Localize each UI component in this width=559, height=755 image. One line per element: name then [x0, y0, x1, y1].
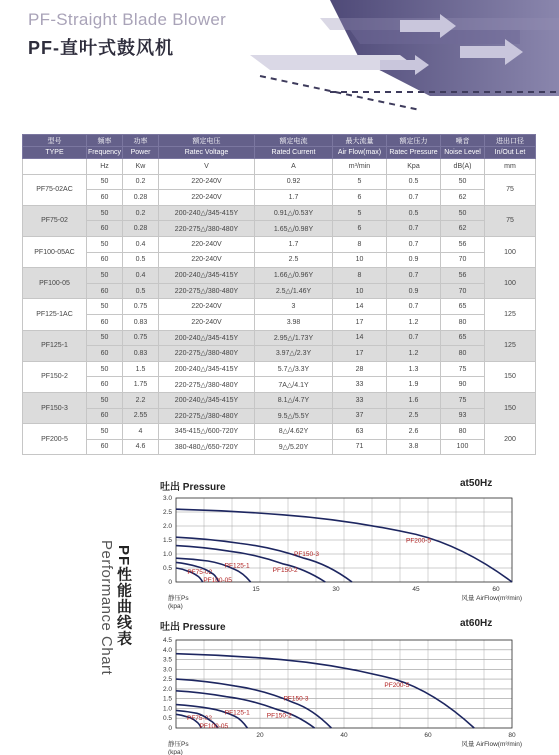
- table-cell: 62: [441, 190, 485, 206]
- table-cell: 62: [441, 221, 485, 237]
- series-line: [176, 654, 474, 731]
- table-row: [23, 299, 536, 315]
- table-cell: 2.2: [123, 392, 159, 408]
- table-row: [23, 221, 536, 237]
- port-cell: 150: [485, 361, 536, 392]
- table-cell: 3.8: [387, 439, 441, 455]
- table-cell: 0.5: [387, 174, 441, 190]
- chart-title: 吐出 Pressure: [160, 622, 226, 633]
- table-cell: 50: [87, 299, 123, 315]
- table-cell: 380-480△/650-720Y: [159, 439, 255, 455]
- table-header-cell: dB(A): [441, 159, 485, 175]
- table-cell: 0.7: [387, 221, 441, 237]
- table-header-cell: 噪音: [441, 135, 485, 147]
- table-header-cell: 额定电流: [255, 135, 333, 147]
- series-label: PF75-02: [187, 568, 213, 576]
- table-cell: 60: [87, 408, 123, 424]
- table-cell: 80: [441, 424, 485, 440]
- table-cell: 9△/5.20Y: [255, 439, 333, 455]
- table-cell: 14: [333, 330, 387, 346]
- table-cell: 5.7△/3.3Y: [255, 361, 333, 377]
- table-header-cell: Rated Current: [255, 147, 333, 159]
- table-cell: 2.6: [387, 424, 441, 440]
- y-tick-label: 2.0: [162, 523, 172, 530]
- series-label: PF100-05: [199, 723, 229, 731]
- y-tick-label: 4.5: [162, 637, 172, 644]
- port-cell: 75: [485, 205, 536, 236]
- y-tick-label: 4.0: [162, 646, 172, 654]
- table-cell: 3.97△/2.3Y: [255, 346, 333, 362]
- y-axis-label: 静压Ps: [168, 741, 189, 748]
- table-cell: 4: [123, 424, 159, 440]
- table-cell: 200-240△/345-415Y: [159, 268, 255, 284]
- table-cell: 220-275△/380-480Y: [159, 377, 255, 393]
- y-axis-label: (kpa): [168, 603, 183, 610]
- table-cell: 220-275△/380-480Y: [159, 283, 255, 299]
- table-cell: 65: [441, 299, 485, 315]
- table-cell: 220-240V: [159, 314, 255, 330]
- x-tick-label: 40: [340, 732, 348, 739]
- chart-plot: [140, 476, 550, 614]
- model-cell: PF150-3: [23, 392, 87, 423]
- series-label: PF125-1: [224, 562, 250, 570]
- table-cell: 60: [87, 283, 123, 299]
- x-tick-label: 80: [508, 732, 516, 739]
- table-cell: 0.7: [387, 268, 441, 284]
- series-label: PF150-3: [294, 551, 319, 559]
- table-header-cell: 最大流量: [333, 135, 387, 147]
- table-cell: 65: [441, 330, 485, 346]
- y-tick-label: 0.5: [162, 715, 172, 723]
- table-cell: 345-415△/600-720Y: [159, 424, 255, 440]
- model-cell: PF125-1: [23, 330, 87, 361]
- table-row: [23, 361, 536, 377]
- table-cell: 5: [333, 174, 387, 190]
- series-label: PF150-3: [283, 695, 309, 703]
- y-tick-label: 1.5: [162, 537, 172, 544]
- table-row: [23, 174, 536, 190]
- y-tick-label: 1.0: [162, 705, 172, 713]
- table-cell: 0.28: [123, 190, 159, 206]
- y-tick-label: 1.5: [162, 695, 172, 703]
- series-label: PF125-1: [224, 709, 250, 717]
- table-cell: 0.4: [123, 268, 159, 284]
- series-label: PF200-5: [384, 682, 410, 690]
- x-tick-label: 20: [256, 732, 264, 739]
- table-header-cell: Noise Level: [441, 147, 485, 159]
- chart-plot: [140, 616, 550, 755]
- table-header-cell: 频率: [87, 135, 123, 147]
- y-tick-label: 3.0: [162, 666, 172, 674]
- table-header-cell: A: [255, 159, 333, 175]
- table-cell: 75: [441, 392, 485, 408]
- chart-frequency: at60Hz: [460, 618, 493, 629]
- table-cell: 0.9: [387, 283, 441, 299]
- x-tick-label: 60: [424, 732, 432, 739]
- table-cell: 50: [87, 205, 123, 221]
- model-cell: PF100-05AC: [23, 236, 87, 267]
- x-tick-label: 15: [252, 586, 260, 593]
- table-cell: 220-275△/380-480Y: [159, 346, 255, 362]
- port-cell: 125: [485, 299, 536, 330]
- x-tick-label: 45: [412, 586, 420, 593]
- table-header-cell: Hz: [87, 159, 123, 175]
- title-english: PF-Straight Blade Blower: [28, 10, 227, 29]
- y-tick-label: 2.5: [162, 509, 172, 516]
- y-axis-label: 静压Ps: [168, 595, 189, 602]
- table-cell: 2.95△/1.73Y: [255, 330, 333, 346]
- port-cell: 150: [485, 392, 536, 423]
- table-cell: 7A△/4.1Y: [255, 377, 333, 393]
- chart-title: 吐出 Pressure: [160, 482, 226, 493]
- table-cell: 56: [441, 236, 485, 252]
- table-cell: 50: [87, 330, 123, 346]
- table-cell: 220-240V: [159, 299, 255, 315]
- table-cell: 50: [87, 361, 123, 377]
- table-row: [23, 392, 536, 408]
- table-cell: 220-240V: [159, 236, 255, 252]
- series-label: PF150-2: [272, 566, 298, 574]
- table-cell: 33: [333, 377, 387, 393]
- table-cell: 8.1△/4.7Y: [255, 392, 333, 408]
- table-row: [23, 205, 536, 221]
- table-cell: 80: [441, 346, 485, 362]
- table-cell: 3: [255, 299, 333, 315]
- table-cell: 1.65△/0.98Y: [255, 221, 333, 237]
- table-cell: 6: [333, 190, 387, 206]
- table-cell: 220-240V: [159, 174, 255, 190]
- table-cell: 1.3: [387, 361, 441, 377]
- title-chinese: PF-直叶式鼓风机: [28, 38, 174, 58]
- table-cell: 0.7: [387, 299, 441, 315]
- table-row: [23, 408, 536, 424]
- table-cell: 0.7: [387, 330, 441, 346]
- table-header-cell: 进出口径: [485, 135, 536, 147]
- table-cell: 1.6: [387, 392, 441, 408]
- table-cell: 37: [333, 408, 387, 424]
- y-tick-label: 3.5: [162, 656, 172, 664]
- table-cell: 17: [333, 314, 387, 330]
- table-cell: 2.5: [387, 408, 441, 424]
- chart-50hz: [140, 476, 550, 614]
- table-cell: 60: [87, 190, 123, 206]
- table-cell: 0.28: [123, 221, 159, 237]
- chart-60hz: [140, 616, 550, 755]
- model-cell: PF75-02: [23, 205, 87, 236]
- table-cell: 0.75: [123, 330, 159, 346]
- table-cell: 200-240△/345-415Y: [159, 330, 255, 346]
- table-header-cell: Kpa: [387, 159, 441, 175]
- x-tick-label: 60: [492, 586, 500, 593]
- y-tick-label: 0.5: [162, 565, 172, 572]
- table-cell: 2.5△/1.46Y: [255, 283, 333, 299]
- table-cell: 70: [441, 283, 485, 299]
- table-cell: 60: [87, 314, 123, 330]
- table-cell: 1.2: [387, 314, 441, 330]
- y-tick-label: 2.0: [162, 685, 172, 693]
- model-cell: PF125-1AC: [23, 299, 87, 330]
- table-cell: 28: [333, 361, 387, 377]
- table-cell: 17: [333, 346, 387, 362]
- table-cell: 8: [333, 236, 387, 252]
- header-banner: [0, 0, 559, 108]
- table-cell: 1.5: [123, 361, 159, 377]
- table-cell: 220-275△/380-480Y: [159, 408, 255, 424]
- table-cell: 0.2: [123, 174, 159, 190]
- table-cell: 50: [87, 174, 123, 190]
- table-header-cell: 功率: [123, 135, 159, 147]
- table-cell: 0.83: [123, 346, 159, 362]
- table-cell: 6: [333, 221, 387, 237]
- series-label: PF75-02: [187, 715, 212, 723]
- port-cell: 75: [485, 174, 536, 205]
- table-header-cell: V: [159, 159, 255, 175]
- table-row: [23, 252, 536, 268]
- table-cell: 0.5: [123, 252, 159, 268]
- table-header-cell: [23, 159, 87, 175]
- table-cell: 10: [333, 283, 387, 299]
- table-cell: 60: [87, 439, 123, 455]
- table-cell: 93: [441, 408, 485, 424]
- table-cell: 0.7: [387, 190, 441, 206]
- series-label: PF150-2: [266, 712, 292, 720]
- table-row: [23, 346, 536, 362]
- table-cell: 1.66△/0.96Y: [255, 268, 333, 284]
- table-cell: 0.83: [123, 314, 159, 330]
- table-cell: 60: [87, 252, 123, 268]
- table-cell: 100: [441, 439, 485, 455]
- table-cell: 0.7: [387, 236, 441, 252]
- table-header-cell: Kw: [123, 159, 159, 175]
- table-cell: 200-240△/345-415Y: [159, 205, 255, 221]
- table-header-cell: mm: [485, 159, 536, 175]
- table-cell: 50: [87, 268, 123, 284]
- table-cell: 56: [441, 268, 485, 284]
- table-cell: 8△/4.62Y: [255, 424, 333, 440]
- table-cell: 5: [333, 205, 387, 221]
- performance-chart-title-en: Performance Chart: [98, 540, 115, 676]
- table-cell: 63: [333, 424, 387, 440]
- table-cell: 1.2: [387, 346, 441, 362]
- table-cell: 220-240V: [159, 252, 255, 268]
- y-tick-label: 0: [168, 579, 172, 586]
- table-header-cell: 额定压力: [387, 135, 441, 147]
- table-row: [23, 190, 536, 206]
- table-header-cell: TYPE: [23, 147, 87, 159]
- table-cell: 8: [333, 268, 387, 284]
- table-cell: 71: [333, 439, 387, 455]
- table-header-cell: In/Out Let: [485, 147, 536, 159]
- table-cell: 2.5: [255, 252, 333, 268]
- table-cell: 50: [441, 205, 485, 221]
- port-cell: 200: [485, 424, 536, 455]
- table-row: [23, 377, 536, 393]
- table-header-cell: Air Flow(max): [333, 147, 387, 159]
- table-cell: 0.91△/0.53Y: [255, 205, 333, 221]
- table-cell: 1.7: [255, 190, 333, 206]
- table-header-row: [23, 147, 536, 159]
- performance-chart-title-cn: PF性能曲线表: [115, 545, 132, 647]
- model-cell: PF150-2: [23, 361, 87, 392]
- table-cell: 0.92: [255, 174, 333, 190]
- table-cell: 80: [441, 314, 485, 330]
- table-cell: 14: [333, 299, 387, 315]
- table-cell: 10: [333, 252, 387, 268]
- table-cell: 50: [87, 236, 123, 252]
- x-axis-label: 风量 AirFlow(m³/min): [461, 595, 522, 602]
- table-cell: 1.9: [387, 377, 441, 393]
- table-cell: 3.98: [255, 314, 333, 330]
- table-cell: 60: [87, 346, 123, 362]
- table-cell: 75: [441, 361, 485, 377]
- table-cell: 1.7: [255, 236, 333, 252]
- table-header-cell: 型号: [23, 135, 87, 147]
- table-row: [23, 236, 536, 252]
- table-cell: 4.6: [123, 439, 159, 455]
- table-row: [23, 283, 536, 299]
- table-row: [23, 439, 536, 455]
- y-tick-label: 0: [168, 725, 172, 732]
- model-cell: PF75-02AC: [23, 174, 87, 205]
- y-tick-label: 3.0: [162, 495, 172, 502]
- series-label: PF100-05: [203, 577, 232, 585]
- table-row: [23, 268, 536, 284]
- table-cell: 0.4: [123, 236, 159, 252]
- table-cell: 0.2: [123, 205, 159, 221]
- table-cell: 9.5△/5.5Y: [255, 408, 333, 424]
- table-cell: 0.5: [387, 205, 441, 221]
- table-cell: 33: [333, 392, 387, 408]
- table-header-cell: Power: [123, 147, 159, 159]
- series-label: PF200-5: [406, 537, 431, 545]
- y-tick-label: 2.5: [162, 676, 172, 684]
- table-cell: 200-240△/345-415Y: [159, 361, 255, 377]
- model-cell: PF100-05: [23, 268, 87, 299]
- table-cell: 1.75: [123, 377, 159, 393]
- table-header-cell: Ratec Voltage: [159, 147, 255, 159]
- table-cell: 200-240△/345-415Y: [159, 392, 255, 408]
- table-header-cell: m³/min: [333, 159, 387, 175]
- y-axis-label: (kpa): [168, 749, 183, 755]
- table-cell: 50: [87, 392, 123, 408]
- table-cell: 0.5: [123, 283, 159, 299]
- model-cell: PF200-5: [23, 424, 87, 455]
- table-header-cell: Ratec Pressure: [387, 147, 441, 159]
- y-tick-label: 1.0: [162, 551, 172, 558]
- x-axis-label: 风量 AirFlow(m³/min): [461, 741, 522, 748]
- chart-frequency: at50Hz: [460, 478, 493, 489]
- table-cell: 70: [441, 252, 485, 268]
- table-cell: 0.75: [123, 299, 159, 315]
- table-cell: 90: [441, 377, 485, 393]
- table-row: [23, 314, 536, 330]
- table-row: [23, 424, 536, 440]
- table-cell: 2.55: [123, 408, 159, 424]
- table-cell: 220-240V: [159, 190, 255, 206]
- table-cell: 220-275△/380-480Y: [159, 221, 255, 237]
- x-tick-label: 30: [332, 586, 340, 593]
- table-cell: 60: [87, 221, 123, 237]
- table-cell: 0.9: [387, 252, 441, 268]
- port-cell: 100: [485, 236, 536, 267]
- table-header-cell: Frequency: [87, 147, 123, 159]
- port-cell: 125: [485, 330, 536, 361]
- table-cell: 50: [441, 174, 485, 190]
- table-header-row: [23, 135, 536, 147]
- table-cell: 50: [87, 424, 123, 440]
- port-cell: 100: [485, 268, 536, 299]
- table-header-row: [23, 159, 536, 175]
- table-header-cell: 额定电压: [159, 135, 255, 147]
- table-cell: 60: [87, 377, 123, 393]
- table-row: [23, 330, 536, 346]
- spec-table: [22, 134, 536, 455]
